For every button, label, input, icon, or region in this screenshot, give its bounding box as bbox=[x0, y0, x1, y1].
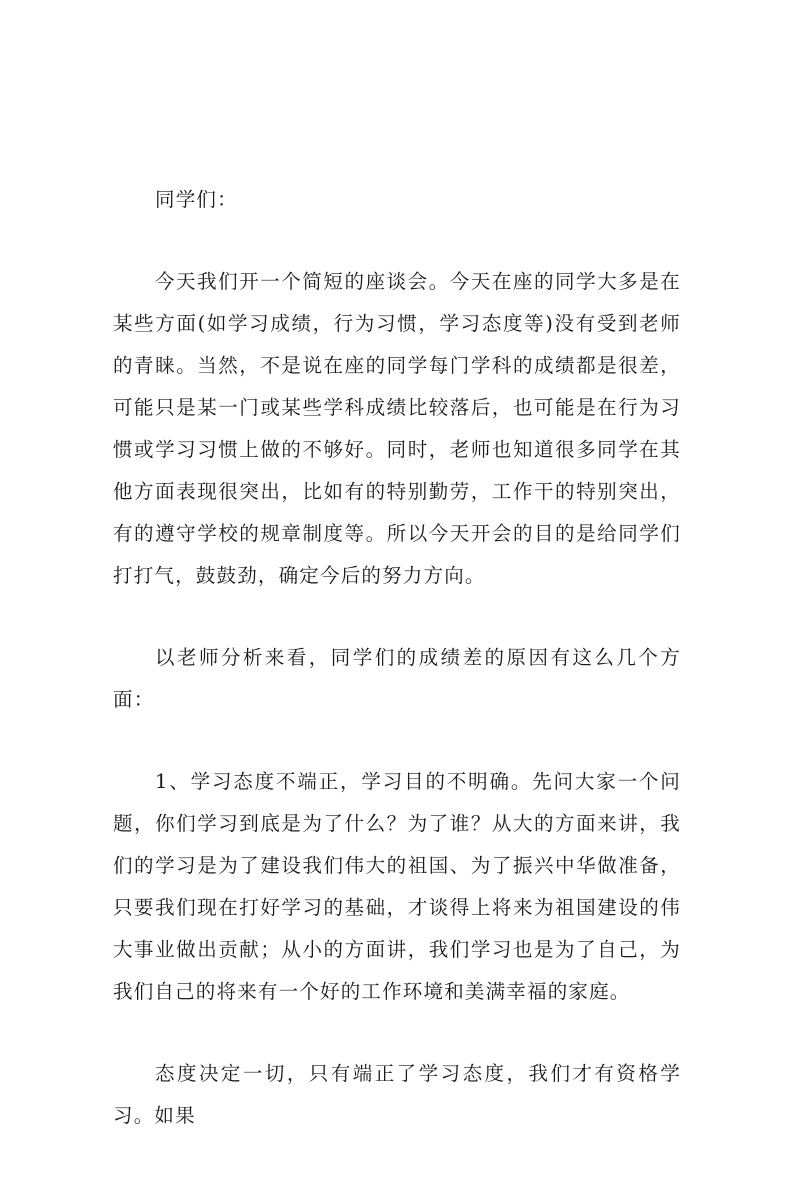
paragraph-intro: 今天我们开一个简短的座谈会。今天在座的同学大多是在某些方面(如学习成绩，行为习惯，学习态度等)没有受到老师的青睐。当然，不是说在座的同学每门学科的成绩都是很差，可能只是某一门或某些学科成绩比较落后，也可能是在行为习惯或学习习惯上做的不够好。同时，老师也知道很多同学在其他方面表现很突出，比如有的特别勤劳，工作干的特别突出，有的遵守学校的规章制度等。所以今天开会的目的是给同学们打打气，鼓鼓劲，确定今后的努力方向。 bbox=[113, 270, 681, 587]
paragraph-attitude: 态度决定一切，只有端正了学习态度，我们才有资格学习。如果 bbox=[113, 1062, 681, 1127]
greeting: 同学们： bbox=[155, 188, 238, 211]
paragraph-point-1: 1、学习态度不端正，学习目的不明确。先问大家一个问题，你们学习到底是为了什么？为了谁？从大的方面来讲，我们的学习是为了建设我们伟大的祖国、为了振兴中华做准备，只要我们现在打好学习的基础，才谈得上将来为祖国建设的伟大事业做出贡献；从小的方面讲，我们学习也是为了自己，为我们自己的将来有一个好的工作环境和美满幸福的家庭。 bbox=[113, 770, 681, 1003]
document-page bbox=[113, 179, 681, 1177]
paragraph-analysis-lead: 以老师分析来看，同学们的成绩差的原因有这么几个方面： bbox=[113, 646, 681, 711]
